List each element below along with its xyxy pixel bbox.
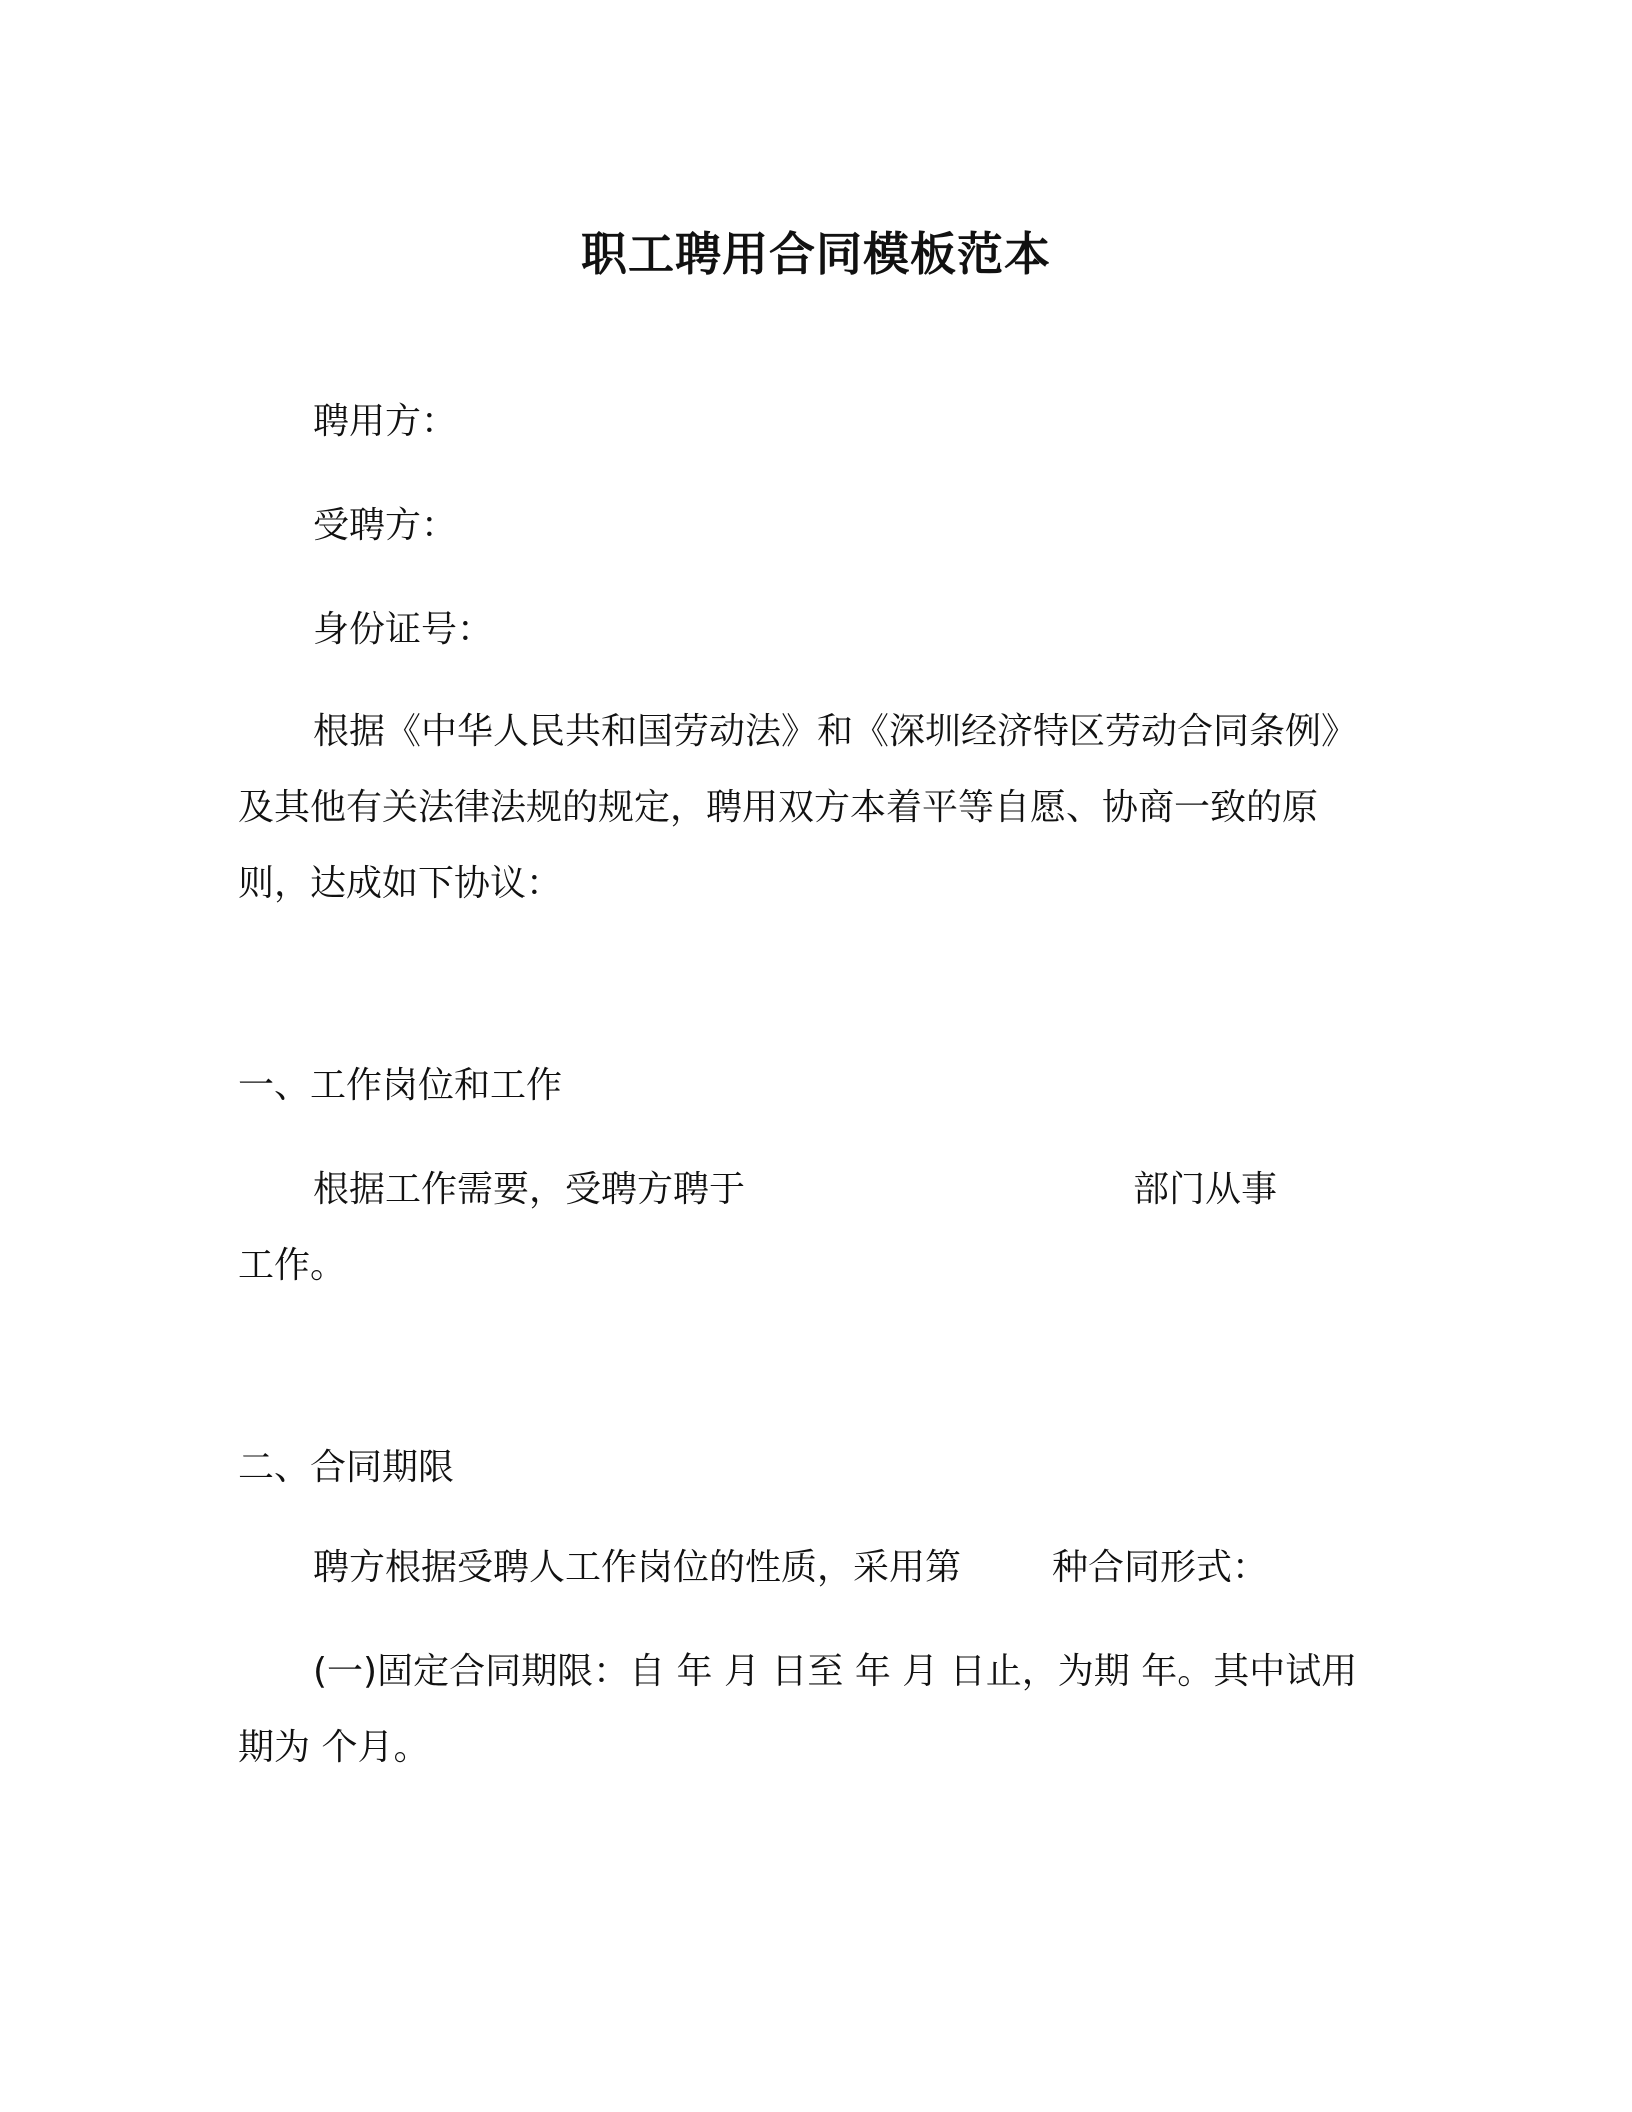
section-1-text-part-1: 根据工作需要，受聘方聘于 [313, 1169, 746, 1210]
id-number-label: 身份证号： [313, 609, 494, 650]
preamble-line-2: 及其他有关法律法规的规定，聘用双方本着平等自愿、协商一致的原 [238, 787, 1319, 828]
employee-label: 受聘方： [313, 505, 458, 546]
section-2-text-part-1: 聘方根据受聘人工作岗位的性质，采用第 [313, 1547, 962, 1588]
section-2-text-part-2: 种合同形式： [1052, 1547, 1269, 1588]
section-2-heading: 二、合同期限 [238, 1447, 455, 1488]
preamble-line-3: 则，达成如下协议： [238, 863, 563, 904]
fixed-term-line-1: (一)固定合同期限：自 年 月 日至 年 月 日止，为期 年。其中试用 [313, 1651, 1358, 1692]
employer-label: 聘用方： [313, 401, 458, 442]
preamble-line-1: 根据《中华人民共和国劳动法》和《深圳经济特区劳动合同条例》 [313, 711, 1358, 752]
section-1-heading: 一、工作岗位和工作 [238, 1065, 563, 1106]
fixed-term-line-2: 期为 个月。 [238, 1727, 430, 1768]
section-1-text-line-2: 工作。 [238, 1245, 347, 1286]
document-title: 职工聘用合同模板范本 [581, 227, 1051, 281]
section-1-text-part-2: 部门从事 [1133, 1169, 1278, 1210]
